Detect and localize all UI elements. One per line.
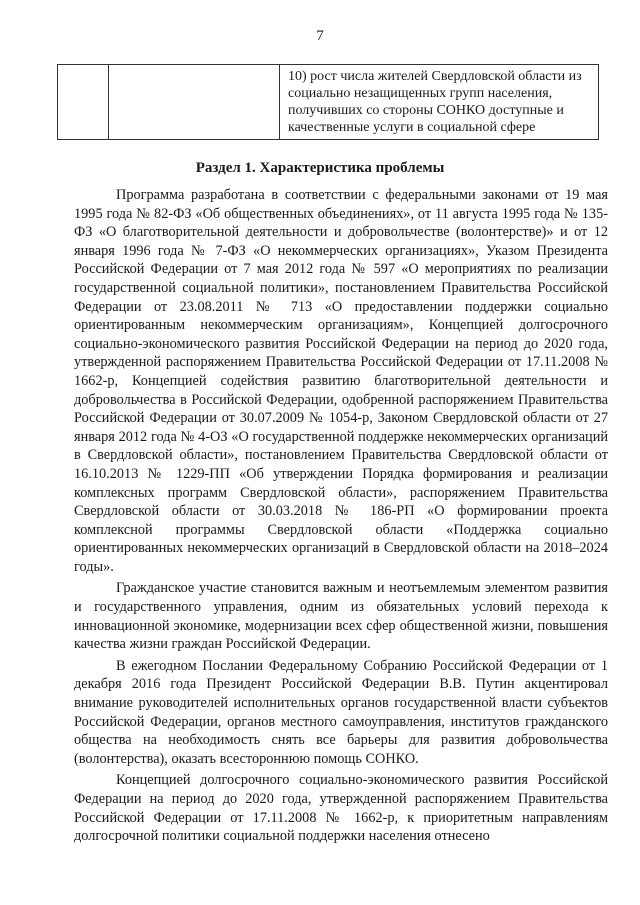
- table-row: [58, 65, 599, 140]
- table-cell-3: 10) рост числа жителей Свердловской области из социально незащищенных групп населения, получивших со стороны СОНКО доступные и качественные услуги в социальной сфере: [280, 65, 599, 140]
- paragraph: Программа разработана в соответствии с федеральными законами от 19 мая 1995 года № 82-ФЗ «Об общественных объединениях», от 11 августа 1995 года № 135-ФЗ «О благотворительной деятельности и добровольчестве (волонтерстве)» и от 12 января 1996 года № 7-ФЗ «О некоммерческих организациях», Указом Президента Российской Федерации от 7 мая 2012 года № 597 «О мероприятиях по реализации государственной социальной политики», постановлением Правительства Российской Федерации от 23.08.2011 № 713 «О предоставлении поддержки социально ориентированным некоммерческим организациям», Концепцией долгосрочного социально-экономического развития Российской Федерации на период до 2020 года, утвержденной распоряжением Правительства Российской Федерации от 17.11.2008 № 1662-р, Концепцией содействия развитию благотворительной деятельности и добровольчества в Российской Федерации, одобренной распоряжением Правительства Российской Федерации от 30.07.2009 № 1054-р, Законом Свердловской области от 27 января 2012 года № 4-ОЗ «О государственной поддержке некоммерческих организаций в Свердловской области», постановлением Правительства Свердловской области от 16.10.2013 № 1229-ПП «Об утверждении Порядка формирования и реализации комплексных программ Свердловской области», распоряжением Правительства Свердловской области от 30.03.2018 № 186-РП «О формировании проекта комплексной программы Свердловской области «Поддержка социально ориентированных некоммерческих организаций в Свердловской области на 2018–2024 годы».: [74, 187, 608, 575]
- continuation-table: [57, 64, 599, 140]
- paragraph: Концепцией долгосрочного социально-экономического развития Российской Федерации на период до 2020 года, утвержденной распоряжением Правительства Российской Федерации от 17.11.2008 № 1662-р, к приоритетным направлениям долгосрочной политики социальной поддержки населения отнесено: [74, 772, 608, 845]
- body-text: [74, 186, 608, 849]
- section-title: Раздел 1. Характеристика проблемы: [195, 160, 445, 176]
- table-cell-1: [58, 65, 109, 140]
- paragraph: В ежегодном Послании Федеральному Собранию Российской Федерации от 1 декабря 2016 года Президент Российской Федерации В.В. Путин акцентировал внимание руководителей исполнительных органов государственной власти субъектов Российской Федерации, органов местного самоуправления, институтов гражданского общества на необходимость снять все барьеры для развития добровольчества (волонтерства), оказать всестороннюю помощь СОНКО.: [74, 657, 608, 767]
- table-cell-2: [109, 65, 280, 140]
- paragraph: Гражданское участие становится важным и неотъемлемым элементом развития и государственного управления, одним из обязательных условий перехода к инновационной экономике, модернизации всех сфер общественной жизни, повышения качества жизни граждан Российской Федерации.: [74, 580, 608, 653]
- page-number: 7: [316, 28, 324, 44]
